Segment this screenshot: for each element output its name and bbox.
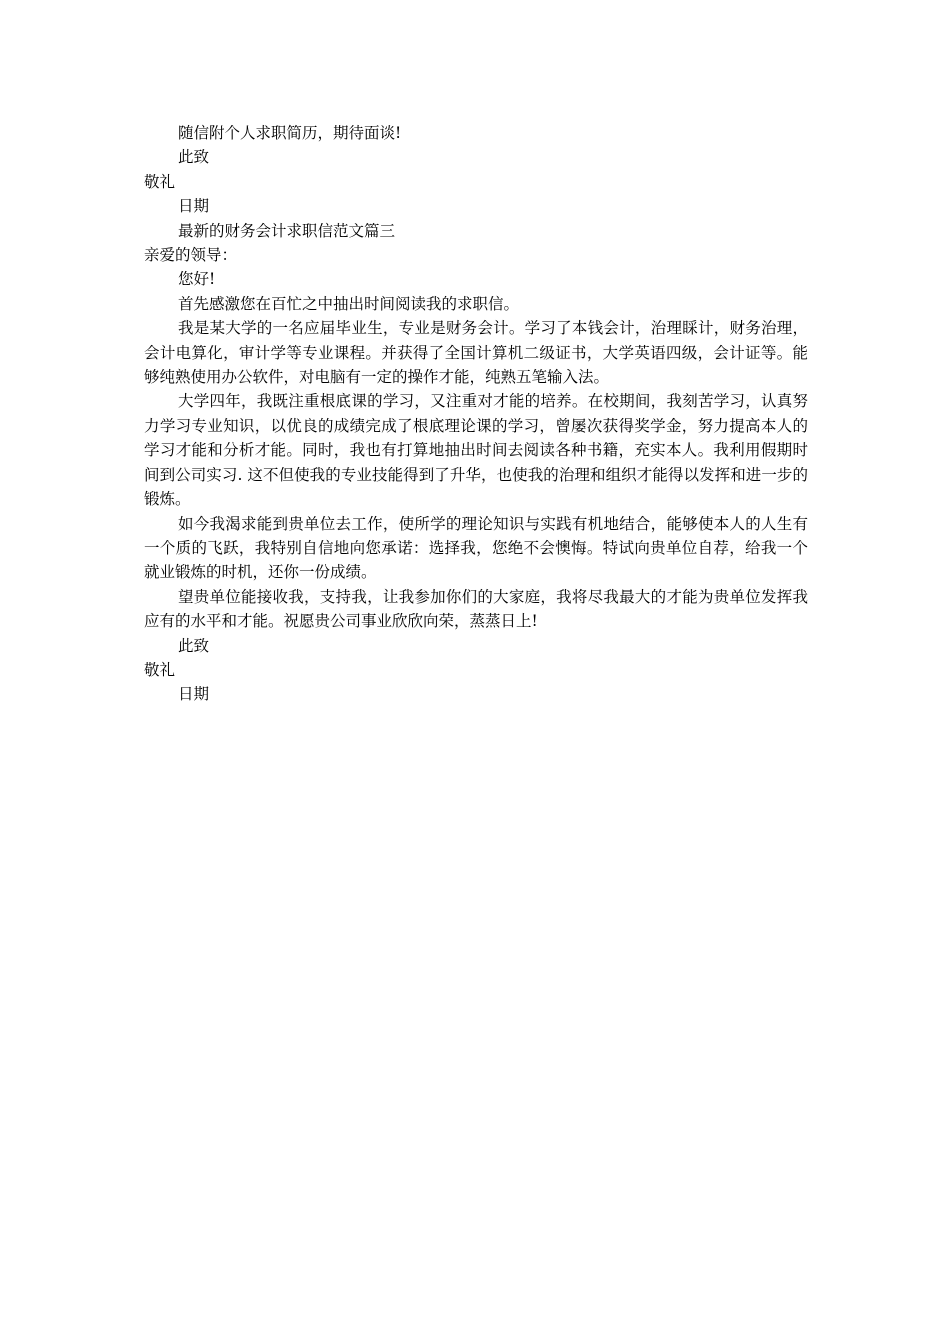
closing-regards-1: 敬礼 <box>144 172 176 191</box>
body-paragraph-hope: 望贵单位能接收我，支持我，让我参加你们的大家庭，我将尽我最大的才能为贵单位发挥我应有的水平和才能。祝愿贵公司事业欣欣向荣，蒸蒸日上! <box>144 587 808 631</box>
section-heading: 最新的财务会计求职信范文篇三 <box>178 221 396 240</box>
body-paragraph-aspiration: 如今我渴求能到贵单位去工作，使所学的理论知识与实践有机地结合，能够使本人的人生有一个质的飞跃，我特别自信地向您承诺：选择我，您绝不会懊悔。特试向贵单位自荐，给我一个就业锻炼的时机，还你一份成绩。 <box>144 514 808 582</box>
date-line-1: 日期 <box>178 197 210 216</box>
closing-regards-2: 敬礼 <box>144 660 176 679</box>
letter-hello: 您好! <box>178 270 216 289</box>
date-line-2: 日期 <box>178 685 210 704</box>
closing-salutation-1: 此致 <box>178 148 210 167</box>
document-page <box>144 121 808 707</box>
body-paragraph-university: 大学四年，我既注重根底课的学习，又注重对才能的培养。在校期间，我刻苦学习，认真努力学习专业知识，以优良的成绩完成了根底理论课的学习，曾屡次获得奖学金，努力提高本人的学习才能和分析才能。同时，我也有打算地抽出时间去阅读各种书籍，充实本人。我利用假期时间到公司实习. 这不但使我的专业技能得到了升华，也使我的治理和组织才能得以发挥和进一步的锻炼。 <box>144 392 808 509</box>
body-paragraph-thanks: 首先感激您在百忙之中抽出时间阅读我的求职信。 <box>178 294 520 313</box>
closing-salutation-2: 此致 <box>178 636 210 655</box>
letter-greeting: 亲爱的领导： <box>144 246 238 265</box>
body-paragraph-intro: 我是某大学的一名应届毕业生，专业是财务会计。学习了本钱会计，治理睬计，财务治理，会计电算化，审计学等专业课程。并获得了全国计算机二级证书，大学英语四级，会计证等。能够纯熟使用办公软件，对电脑有一定的操作才能，纯熟五笔输入法。 <box>144 319 808 387</box>
closing-attachment-line: 随信附个人求职简历，期待面谈! <box>178 124 402 142</box>
